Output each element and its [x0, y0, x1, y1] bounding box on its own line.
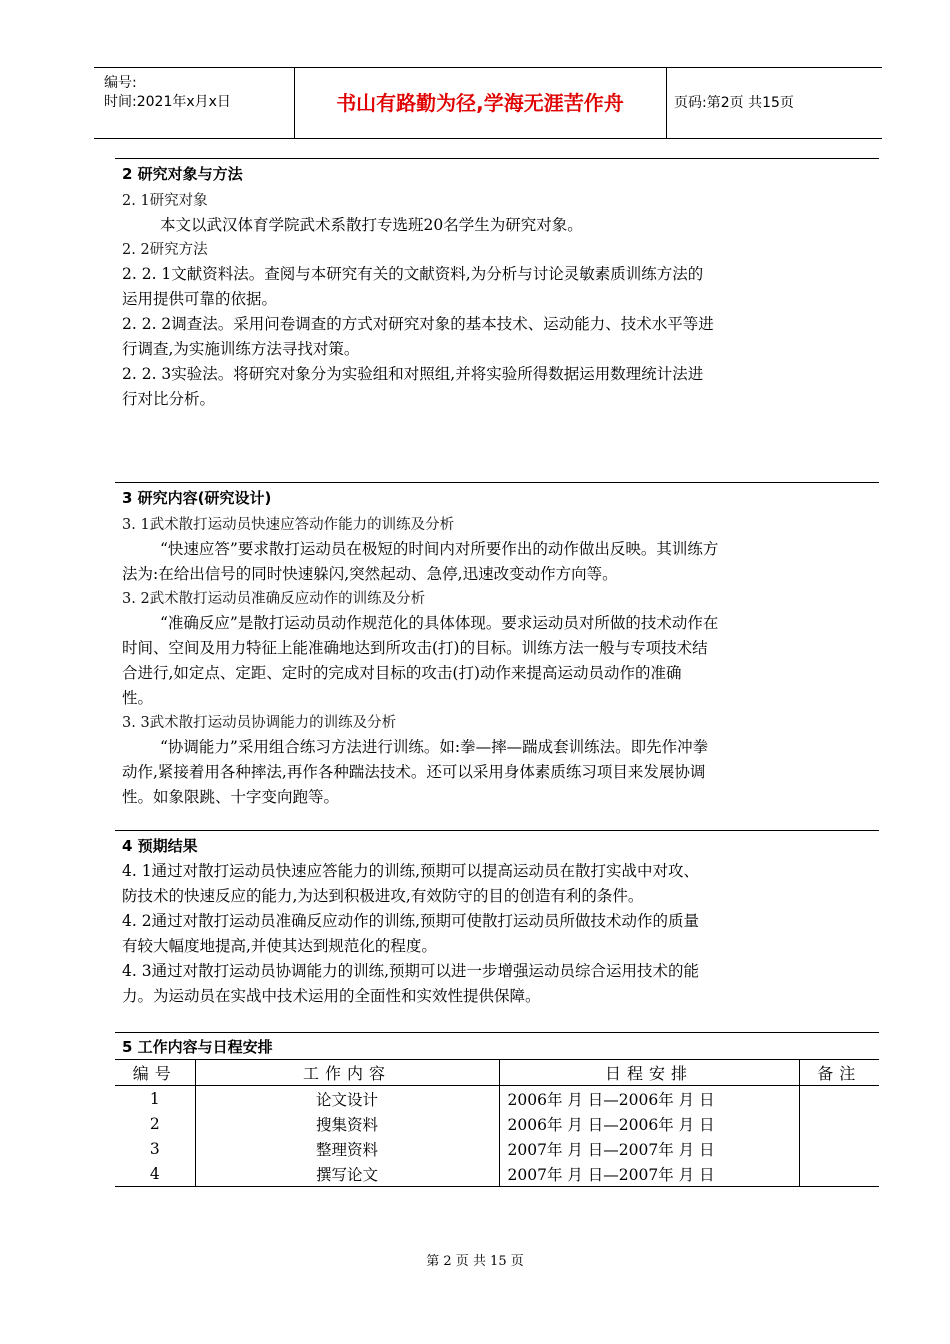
page-footer: 第 2 页 共 15 页 [426, 1254, 524, 1269]
divider [115, 1032, 879, 1033]
column-header: 工作内容 [195, 1060, 499, 1086]
section-2-title: 2 研究对象与方法 [122, 165, 243, 183]
paragraph: 动作,紧接着用各种摔法,再作各种踹法技术。还可以采用身体素质练习项目来发展协调 [122, 763, 706, 781]
paragraph: 4. 2通过对散打运动员准确反应动作的训练,预期可使散打运动员所做技术动作的质量 [122, 912, 700, 930]
subheading: 3. 1武术散打运动员快速应答动作能力的训练及分析 [122, 517, 455, 533]
divider [115, 830, 879, 831]
paragraph: 合进行,如定点、定距、定时的完成对目标的攻击(打)动作来提高运动员动作的准确 [122, 664, 682, 682]
subheading: 2. 2研究方法 [122, 242, 208, 258]
page-header [94, 67, 882, 139]
paragraph: 力。为运动员在实战中技术运用的全面性和实效性提供保障。 [122, 987, 541, 1005]
schedule-table [115, 1059, 879, 1187]
paragraph: “准确反应”是散打运动员动作规范化的具体体现。要求运动员对所做的技术动作在 [160, 614, 719, 632]
row-number: 4 [115, 1161, 195, 1187]
paragraph: 法为:在给出信号的同时快速躲闪,突然起动、急停,迅速改变动作方向等。 [122, 565, 618, 583]
work-cell: 论文设计 [195, 1086, 499, 1112]
paragraph: 本文以武汉体育学院武术系散打专选班20名学生为研究对象。 [160, 216, 583, 234]
section-5-title: 5 工作内容与日程安排 [122, 1038, 273, 1056]
work-cell: 搜集资料 [195, 1111, 499, 1136]
paragraph: 性。如象限跳、十字变向跑等。 [122, 788, 340, 806]
paragraph: 性。 [122, 689, 154, 707]
paragraph: 2. 2. 1文献资料法。查阅与本研究有关的文献资料,为分析与讨论灵敏素质训练方法的 [122, 265, 704, 283]
row-number: 2 [149, 1114, 160, 1133]
schedule-cell: 2007年 月 日—2007年 月 日 [499, 1161, 799, 1187]
note-cell [799, 1136, 879, 1161]
paragraph: 行对比分析。 [122, 390, 216, 408]
section-3-title: 3 研究内容(研究设计) [122, 489, 272, 507]
time-label: 时间:2021年x月x日 [104, 94, 231, 110]
paragraph: “快速应答”要求散打运动员在极短的时间内对所要作出的动作做出反映。其训练方 [160, 540, 719, 558]
section-4-title: 4 预期结果 [122, 837, 198, 855]
header-meta [94, 68, 295, 138]
subheading: 3. 3武术散打运动员协调能力的训练及分析 [122, 715, 397, 731]
schedule-cell: 2007年 月 日—2007年 月 日 [499, 1136, 799, 1161]
schedule-cell: 2006年 月 日—2006年 月 日 [499, 1086, 799, 1112]
paragraph: 时间、空间及用力特征上能准确地达到所攻击(打)的目标。训练方法一般与专项技术结 [122, 639, 708, 657]
note-cell [799, 1111, 879, 1136]
number-label: 编号: [104, 75, 137, 91]
subheading: 2. 1研究对象 [122, 193, 208, 209]
paragraph: 2. 2. 3实验法。将研究对象分为实验组和对照组,并将实验所得数据运用数理统计法进 [122, 365, 704, 383]
work-cell: 整理资料 [195, 1136, 499, 1161]
paragraph: “协调能力”采用组合练习方法进行训练。如:拳—摔—踹成套训练法。即先作冲拳 [160, 738, 709, 756]
subheading: 3. 2武术散打运动员准确反应动作的训练及分析 [122, 591, 426, 607]
paragraph: 防技术的快速反应的能力,为达到积极进攻,有效防守的目的创造有利的条件。 [122, 887, 644, 905]
paragraph: 行调查,为实施训练方法寻找对策。 [122, 340, 360, 358]
note-cell [799, 1161, 879, 1187]
schedule-cell: 2006年 月 日—2006年 月 日 [499, 1111, 799, 1136]
note-cell [799, 1086, 879, 1112]
paragraph: 4. 1通过对散打运动员快速应答能力的训练,预期可以提高运动员在散打实战中对攻、 [122, 862, 700, 880]
divider [115, 482, 879, 483]
table-row [115, 1161, 879, 1187]
row-number: 3 [149, 1139, 160, 1158]
paragraph: 有较大幅度地提高,并使其达到规范化的程度。 [122, 937, 437, 955]
column-header: 编号 [115, 1060, 195, 1086]
paragraph: 4. 3通过对散打运动员协调能力的训练,预期可以进一步增强运动员综合运用技术的能 [122, 962, 700, 980]
table-row [115, 1111, 879, 1136]
page-info: 页码:第2页 共15页 [674, 95, 794, 111]
column-header: 备注 [799, 1060, 879, 1086]
divider [115, 158, 879, 159]
paragraph: 运用提供可靠的依据。 [122, 290, 278, 308]
work-cell: 撰写论文 [195, 1161, 499, 1187]
table-row [115, 1136, 879, 1161]
row-number: 1 [149, 1089, 160, 1108]
motto: 书山有路勤为径,学海无涯苦作舟 [294, 68, 667, 138]
table-header-row [115, 1060, 879, 1086]
table-row [115, 1086, 879, 1112]
column-header: 日程安排 [499, 1060, 799, 1086]
paragraph: 2. 2. 2调查法。采用问卷调查的方式对研究对象的基本技术、运动能力、技术水平等进 [122, 315, 714, 333]
